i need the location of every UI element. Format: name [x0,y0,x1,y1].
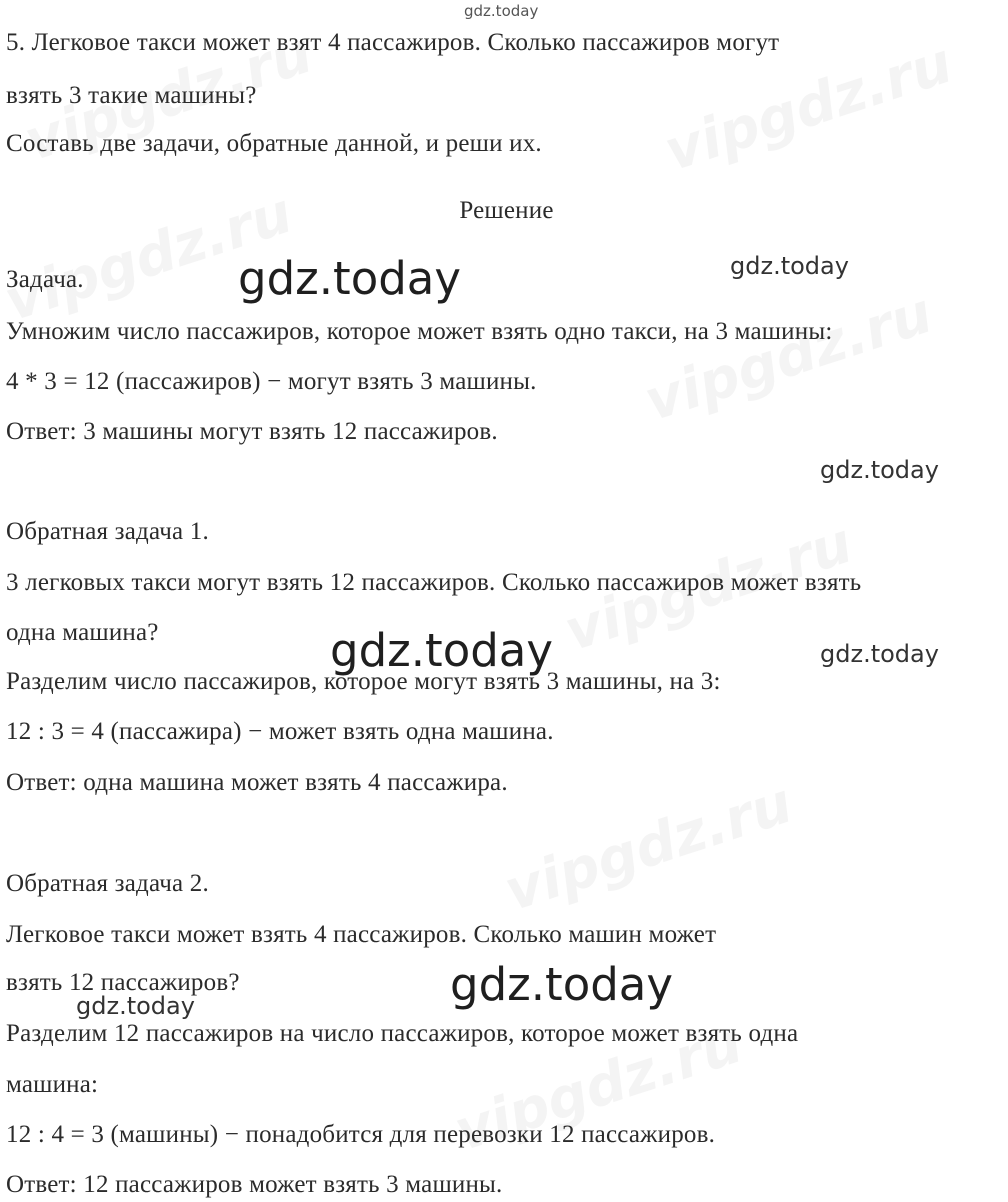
background-watermark [499,775,799,920]
inverse2-text-2: взять 12 пассажиров? [6,969,240,996]
inverse2-text-1: Легковое такси может взять 4 пассажиров. Сколько машин может [6,921,717,948]
problem-line-3: Составь две задачи, обратные данной, и реши их. [6,130,542,157]
task-equation: 4 * 3 = 12 (пассажиров) − могут взять 3 машины. [6,368,537,395]
site-watermark: gdz.today [238,252,462,305]
site-watermark: gdz.today [820,456,939,484]
problem-line-1: 5. Легковое такси может взят 4 пассажиров. Сколько пассажиров могут [6,29,780,56]
inverse2-label: Обратная задача 2. [6,870,209,897]
background-watermark [639,285,939,430]
inverse2-answer: Ответ: 12 пассажиров может взять 3 машины. [6,1171,503,1198]
site-watermark: gdz.today [464,2,539,20]
site-watermark: gdz.today [330,624,554,677]
task-label: Задача. [6,266,84,293]
inverse1-text-2: одна машина? [6,619,159,646]
inverse1-answer: Ответ: одна машина может взять 4 пассажира. [6,769,508,796]
site-watermark: gdz.today [450,958,674,1011]
task-step: Умножим число пассажиров, которое может взять одно такси, на 3 машины: [6,318,833,345]
inverse1-label: Обратная задача 1. [6,518,209,545]
inverse2-step-2: машина: [6,1071,99,1098]
site-watermark: gdz.today [76,992,195,1020]
inverse1-equation: 12 : 3 = 4 (пассажира) − может взять одна машина. [6,718,554,745]
inverse2-step-1: Разделим 12 пассажиров на число пассажиров, которое может взять одна [6,1020,799,1047]
solution-heading: Решение [459,197,554,224]
problem-line-2: взять 3 такие машины? [6,82,257,109]
inverse2-equation: 12 : 4 = 3 (машины) − понадобится для перевозки 12 пассажиров. [6,1121,716,1148]
site-watermark: gdz.today [820,640,939,668]
inverse1-text-1: 3 легковых такси могут взять 12 пассажиров. Сколько пассажиров может взять [6,569,862,596]
site-watermark: gdz.today [730,252,849,280]
task-answer: Ответ: 3 машины могут взять 12 пассажиров. [6,418,498,445]
inverse1-step: Разделим число пассажиров, которое могут взять 3 машины, на 3: [6,668,721,695]
